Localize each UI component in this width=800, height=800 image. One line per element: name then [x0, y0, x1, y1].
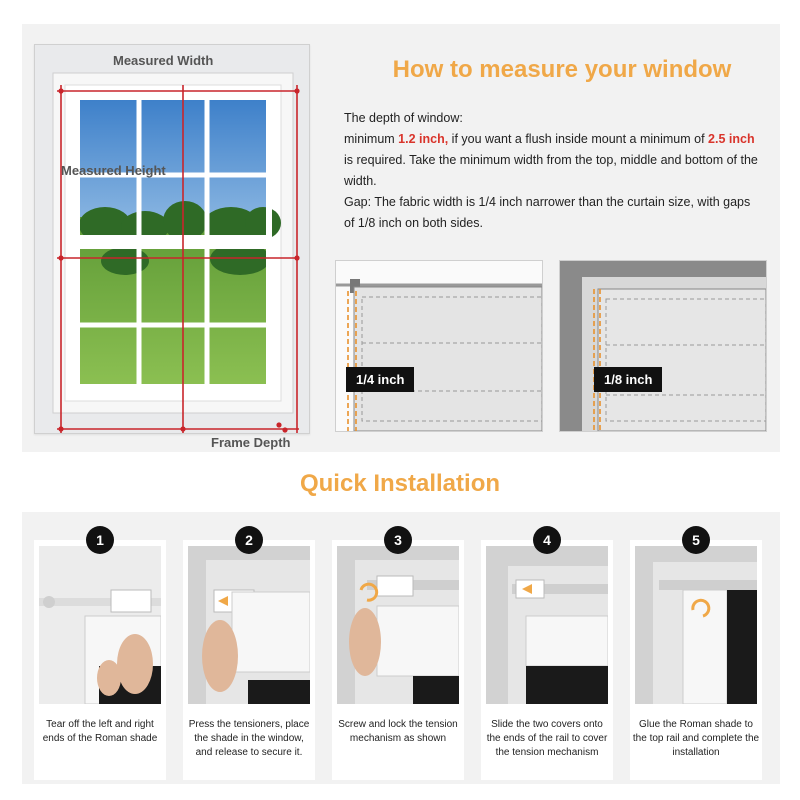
depth-line-1: The depth of window: [344, 111, 463, 125]
install-step-2 [183, 532, 315, 780]
depth-line-2 [344, 129, 764, 192]
step-5-number: 5 [682, 526, 710, 554]
measured-width-label: Measured Width [113, 53, 214, 68]
depth-instructions [344, 108, 764, 192]
step-4-photo [486, 546, 608, 704]
step-5-caption: Glue the Roman shade to the top rail and complete the installation [632, 719, 760, 758]
step-2-number: 2 [235, 526, 263, 554]
min-flush-value: 1.2 inch, [398, 132, 449, 146]
install-step-5 [630, 532, 762, 780]
rail-diagram [336, 261, 542, 431]
gap-badge-eighth: 1/8 inch [594, 367, 662, 392]
window-frame-illustration [34, 44, 310, 450]
gap-badge-quarter: 1/4 inch [346, 367, 414, 392]
step-1-caption: Tear off the left and right ends of the Roman shade [42, 719, 158, 744]
step-4-caption: Slide the two covers onto the ends of the rail to cover the tension mechanism [486, 719, 608, 758]
depth-pre: minimum [344, 132, 399, 146]
frame-depth-label: Frame Depth [211, 435, 291, 450]
step-3-caption: Screw and lock the tension mechanism as shown [338, 719, 458, 744]
measure-panel [22, 24, 780, 452]
install-step-3 [332, 532, 464, 780]
install-step-1 [34, 532, 166, 780]
step-4-number: 4 [533, 526, 561, 554]
measure-title: How to measure your window [392, 56, 732, 83]
gap-illustration-eighth-inch [559, 260, 767, 432]
frame-gap-diagram [560, 261, 766, 431]
slide-covers-illustration [486, 546, 608, 704]
step-3-photo [337, 546, 459, 704]
gap-illustration-quarter-inch [335, 260, 543, 432]
press-tensioner-illustration [188, 546, 310, 704]
depth-mid: if you want a flush inside mount a minimum of [448, 132, 709, 146]
step-5-photo [635, 546, 757, 704]
install-step-4 [481, 532, 613, 780]
install-steps-panel [22, 512, 780, 784]
screw-lock-illustration [337, 546, 459, 704]
gap-instructions: Gap: The fabric width is 1/4 inch narrower than the curtain size, with gaps of 1/8 inch on both sides. [344, 195, 751, 230]
step-2-caption: Press the tensioners, place the shade in the window, and release to secure it. [188, 719, 310, 758]
step-2-photo [188, 546, 310, 704]
step-1-number: 1 [86, 526, 114, 554]
window-measure-diagram [35, 45, 309, 433]
step-3-number: 3 [384, 526, 412, 554]
install-title: Quick Installation [299, 470, 501, 497]
tear-ends-illustration [39, 546, 161, 704]
measured-height-label: Measured Height [61, 163, 166, 178]
step-1-photo [39, 546, 161, 704]
glue-shade-illustration [635, 546, 757, 704]
depth-post: is required. Take the minimum width from the top, middle and bottom of the width. [344, 153, 758, 188]
min-inside-value: 2.5 inch [708, 132, 755, 146]
